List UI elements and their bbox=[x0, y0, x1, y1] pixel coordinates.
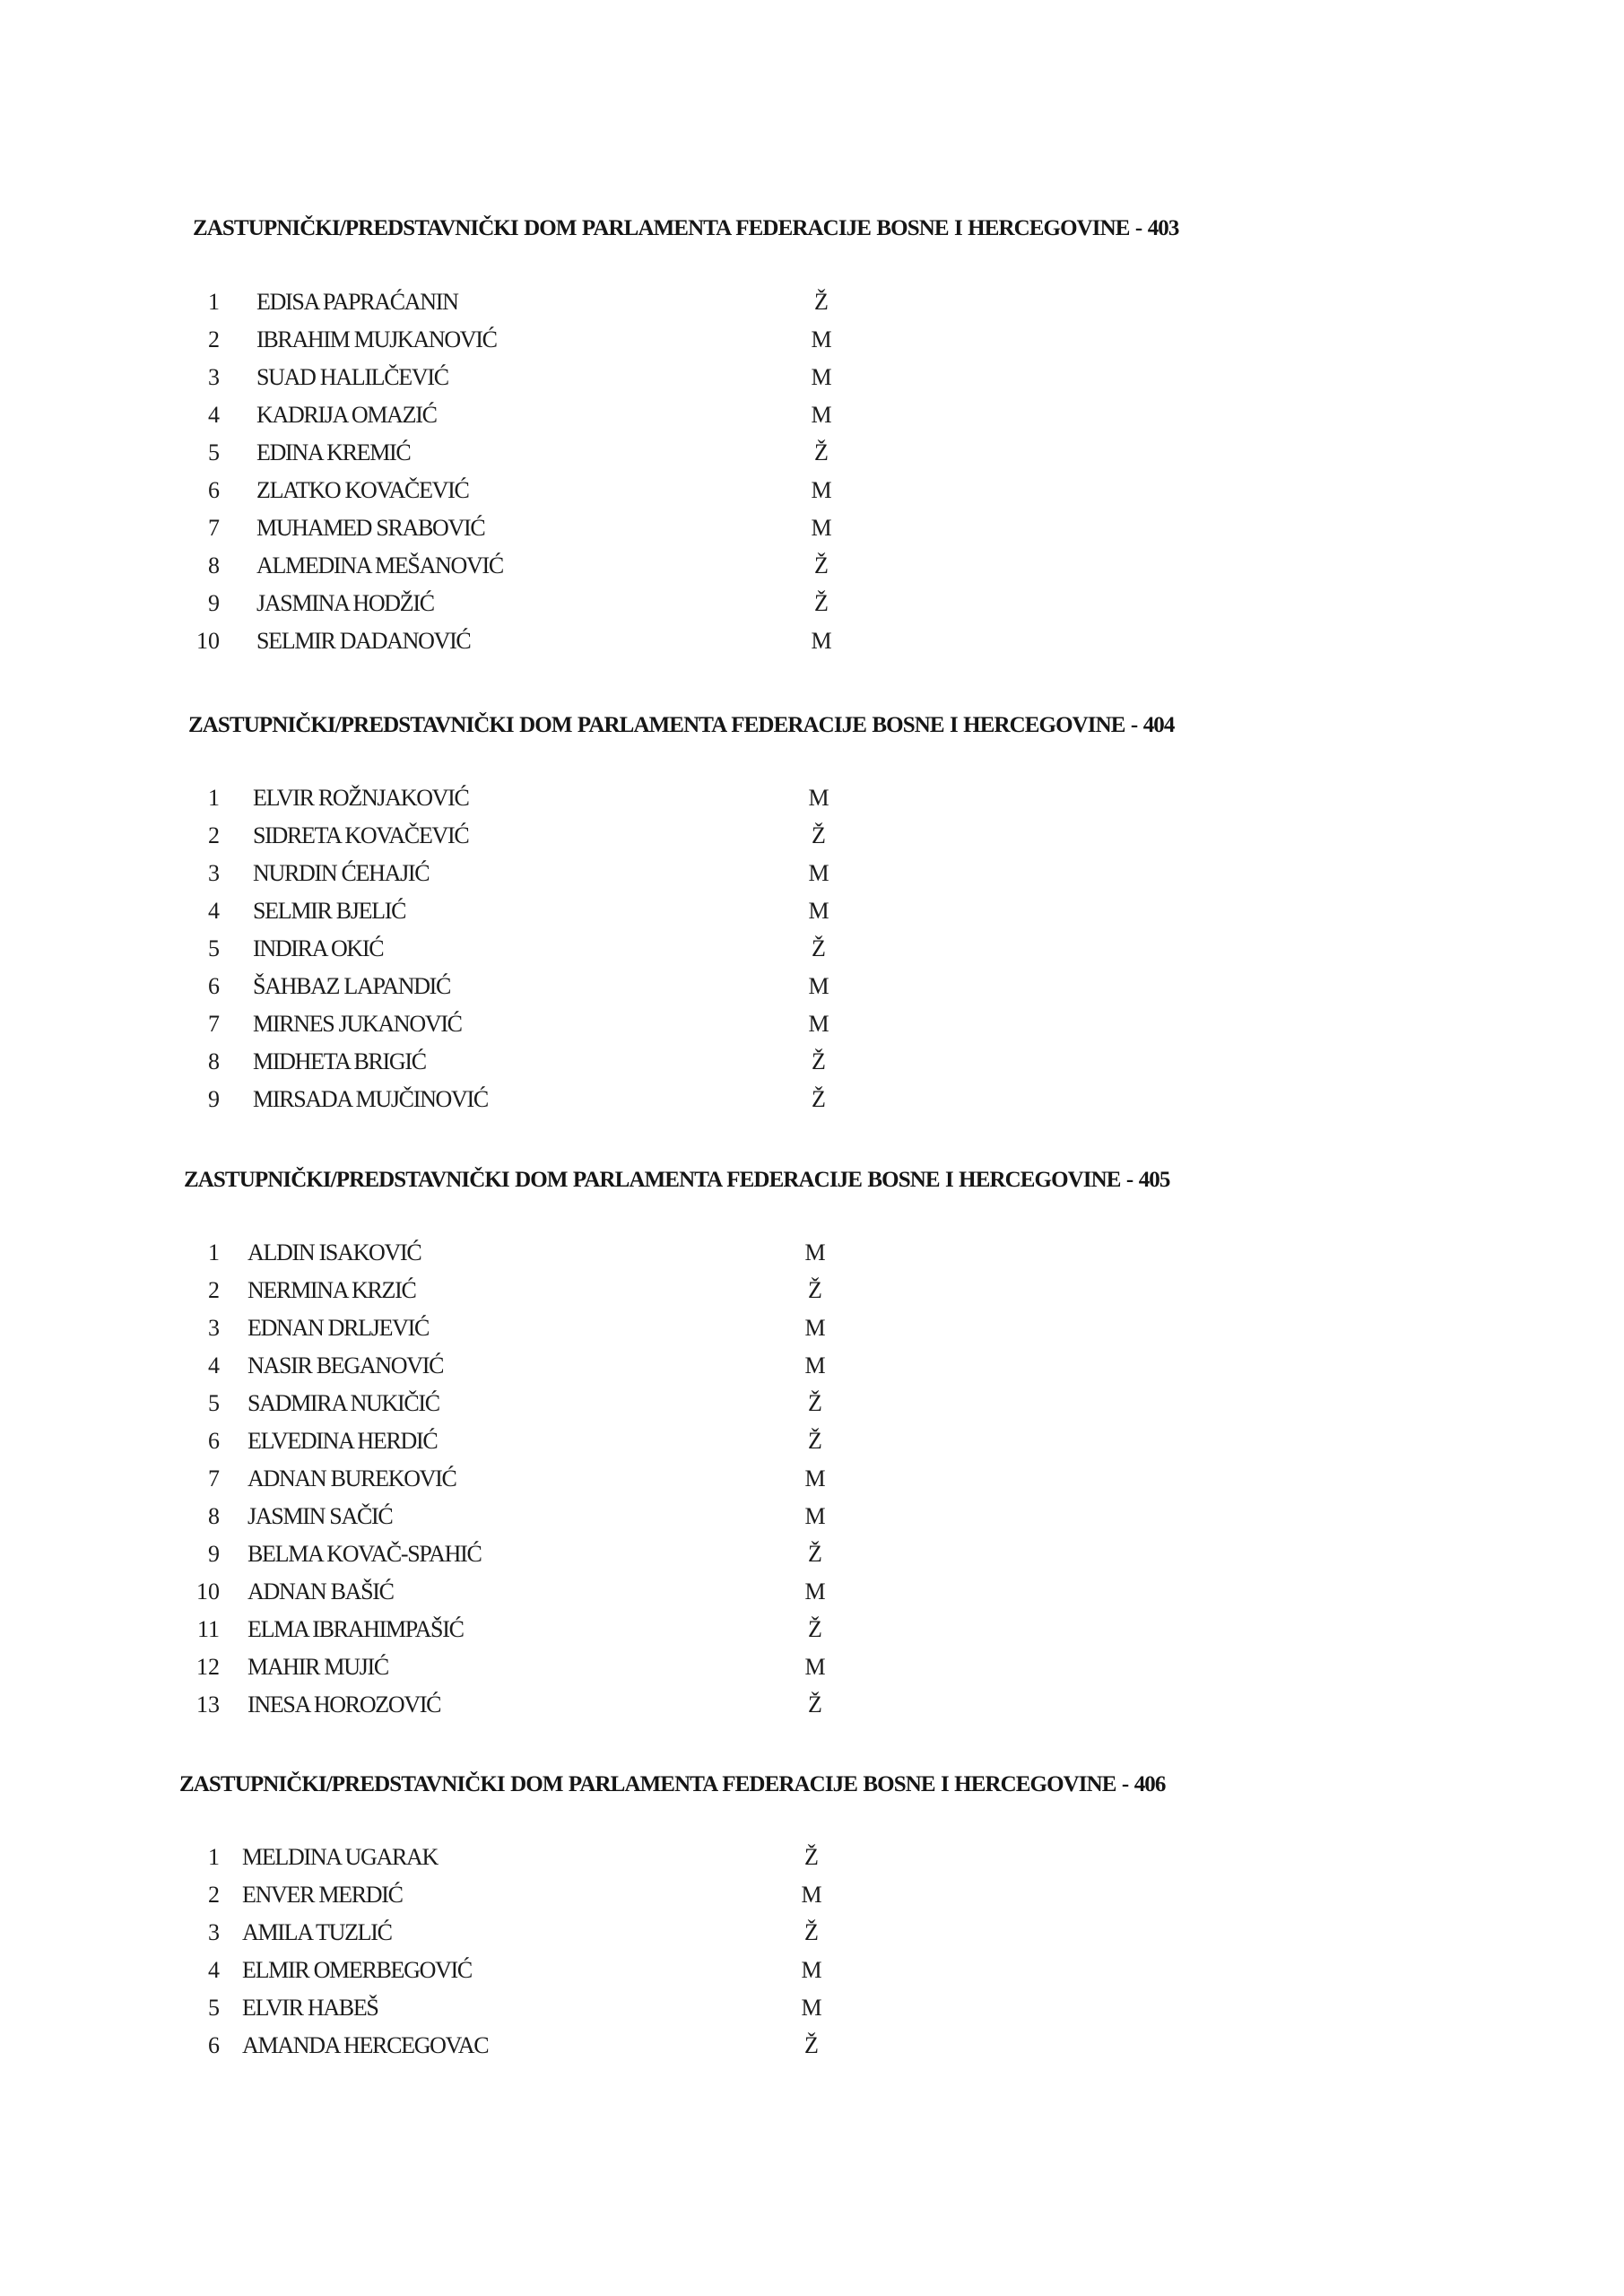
gender-mark: M bbox=[808, 973, 829, 999]
member-name: EDINA KREMIĆ bbox=[256, 439, 411, 465]
section-heading: ZASTUPNIČKI/PREDSTAVNIČKI DOM PARLAMENTA FEDERACIJE BOSNE I HERCEGOVINE - 403 bbox=[193, 216, 1179, 240]
gender-mark: M bbox=[804, 1239, 826, 1265]
gender-mark: Ž bbox=[808, 1692, 822, 1718]
row-number: 6 bbox=[208, 2032, 220, 2058]
member-name: ALDIN ISAKOVIĆ bbox=[248, 1239, 421, 1265]
member-name: MAHIR MUJIĆ bbox=[248, 1654, 388, 1680]
row-number: 2 bbox=[208, 1277, 220, 1303]
row-number: 5 bbox=[208, 1390, 220, 1416]
member-name: ENVER MERDIĆ bbox=[242, 1882, 403, 1908]
row-number: 3 bbox=[208, 1919, 220, 1945]
row-number: 5 bbox=[208, 935, 220, 961]
member-name: NERMINA KRZIĆ bbox=[248, 1277, 416, 1303]
gender-mark: Ž bbox=[808, 1277, 822, 1303]
row-number: 4 bbox=[208, 1352, 220, 1378]
row-number: 4 bbox=[208, 402, 220, 428]
member-name: ELMIR OMERBEGOVIĆ bbox=[242, 1957, 472, 1983]
member-name: MIDHETA BRIGIĆ bbox=[253, 1048, 426, 1074]
member-name: ELVIR ROŽNJAKOVIĆ bbox=[253, 785, 469, 811]
gender-mark: Ž bbox=[808, 1541, 822, 1567]
gender-mark: Ž bbox=[804, 1919, 819, 1945]
gender-mark: Ž bbox=[814, 552, 829, 578]
member-name: AMILA TUZLIĆ bbox=[242, 1919, 392, 1945]
gender-mark: M bbox=[808, 1011, 829, 1037]
member-name: NURDIN ĆEHAJIĆ bbox=[253, 860, 430, 886]
row-number: 9 bbox=[208, 1541, 220, 1567]
row-number: 6 bbox=[208, 1428, 220, 1454]
row-number: 9 bbox=[208, 1086, 220, 1112]
gender-mark: Ž bbox=[812, 1048, 826, 1074]
member-name: SADMIRA NUKIČIĆ bbox=[248, 1390, 439, 1416]
row-number: 1 bbox=[208, 785, 220, 811]
member-name: MUHAMED SRABOVIĆ bbox=[256, 515, 485, 541]
row-number: 12 bbox=[196, 1654, 220, 1680]
gender-mark: M bbox=[804, 1578, 826, 1605]
row-number: 5 bbox=[208, 439, 220, 465]
row-number: 9 bbox=[208, 590, 220, 616]
section-heading: ZASTUPNIČKI/PREDSTAVNIČKI DOM PARLAMENTA FEDERACIJE BOSNE I HERCEGOVINE - 406 bbox=[179, 1772, 1166, 1796]
row-number: 7 bbox=[208, 1465, 220, 1492]
row-number: 2 bbox=[208, 822, 220, 848]
row-number: 7 bbox=[208, 515, 220, 541]
member-name: BELMA KOVAČ-SPAHIĆ bbox=[248, 1541, 482, 1567]
row-number: 13 bbox=[196, 1692, 220, 1718]
member-name: INESA HOROZOVIĆ bbox=[248, 1692, 441, 1718]
row-number: 10 bbox=[196, 1578, 220, 1605]
gender-mark: M bbox=[811, 326, 832, 352]
member-name: SELMIR DADANOVIĆ bbox=[256, 628, 471, 654]
row-number: 4 bbox=[208, 1957, 220, 1983]
gender-mark: Ž bbox=[804, 2032, 819, 2058]
row-number: 1 bbox=[208, 1239, 220, 1265]
gender-mark: M bbox=[804, 1315, 826, 1341]
member-name: ŠAHBAZ LAPANDIĆ bbox=[253, 973, 451, 999]
gender-mark: M bbox=[811, 515, 832, 541]
row-number: 3 bbox=[208, 364, 220, 390]
gender-mark: Ž bbox=[808, 1616, 822, 1642]
gender-mark: Ž bbox=[814, 439, 829, 465]
row-number: 5 bbox=[208, 1995, 220, 2021]
member-name: KADRIJA OMAZIĆ bbox=[256, 402, 437, 428]
member-name: EDISA PAPRAĆANIN bbox=[256, 289, 458, 315]
member-name: SIDRETA KOVAČEVIĆ bbox=[253, 822, 469, 848]
gender-mark: M bbox=[811, 364, 832, 390]
member-name: MIRSADA MUJČINOVIĆ bbox=[253, 1086, 488, 1112]
row-number: 1 bbox=[208, 1844, 220, 1870]
gender-mark: M bbox=[801, 1882, 822, 1908]
row-number: 6 bbox=[208, 477, 220, 503]
member-name: SUAD HALILČEVIĆ bbox=[256, 364, 448, 390]
member-name: AMANDA HERCEGOVAC bbox=[242, 2032, 489, 2058]
gender-mark: Ž bbox=[804, 1844, 819, 1870]
section-heading: ZASTUPNIČKI/PREDSTAVNIČKI DOM PARLAMENTA FEDERACIJE BOSNE I HERCEGOVINE - 405 bbox=[184, 1168, 1170, 1192]
member-name: ELMA IBRAHIMPAŠIĆ bbox=[248, 1616, 464, 1642]
gender-mark: M bbox=[804, 1465, 826, 1492]
row-number: 1 bbox=[208, 289, 220, 315]
gender-mark: Ž bbox=[814, 590, 829, 616]
gender-mark: M bbox=[804, 1503, 826, 1529]
member-name: ELVEDINA HERDIĆ bbox=[248, 1428, 438, 1454]
gender-mark: M bbox=[808, 860, 829, 886]
member-name: ELVIR HABEŠ bbox=[242, 1995, 378, 2021]
gender-mark: Ž bbox=[808, 1428, 822, 1454]
gender-mark: Ž bbox=[812, 822, 826, 848]
row-number: 4 bbox=[208, 898, 220, 924]
gender-mark: M bbox=[801, 1957, 822, 1983]
member-name: EDNAN DRLJEVIĆ bbox=[248, 1315, 430, 1341]
row-number: 6 bbox=[208, 973, 220, 999]
member-name: JASMIN SAČIĆ bbox=[248, 1503, 393, 1529]
member-name: INDIRA OKIĆ bbox=[253, 935, 384, 961]
row-number: 11 bbox=[196, 1616, 220, 1642]
row-number: 8 bbox=[208, 1048, 220, 1074]
gender-mark: M bbox=[804, 1654, 826, 1680]
gender-mark: Ž bbox=[808, 1390, 822, 1416]
gender-mark: M bbox=[811, 402, 832, 428]
gender-mark: Ž bbox=[814, 289, 829, 315]
gender-mark: M bbox=[811, 477, 832, 503]
gender-mark: Ž bbox=[812, 935, 826, 961]
member-name: ADNAN BUREKOVIĆ bbox=[248, 1465, 456, 1492]
member-name: ALMEDINA MEŠANOVIĆ bbox=[256, 552, 503, 578]
row-number: 7 bbox=[208, 1011, 220, 1037]
row-number: 3 bbox=[208, 860, 220, 886]
member-name: SELMIR BJELIĆ bbox=[253, 898, 406, 924]
member-name: MELDINA UGARAK bbox=[242, 1844, 438, 1870]
row-number: 2 bbox=[208, 1882, 220, 1908]
row-number: 8 bbox=[208, 552, 220, 578]
section-heading: ZASTUPNIČKI/PREDSTAVNIČKI DOM PARLAMENTA FEDERACIJE BOSNE I HERCEGOVINE - 404 bbox=[188, 713, 1175, 737]
member-name: ZLATKO KOVAČEVIĆ bbox=[256, 477, 469, 503]
member-name: IBRAHIM MUJKANOVIĆ bbox=[256, 326, 497, 352]
member-name: JASMINA HODŽIĆ bbox=[256, 590, 434, 616]
gender-mark: M bbox=[811, 628, 832, 654]
gender-mark: M bbox=[808, 898, 829, 924]
row-number: 2 bbox=[208, 326, 220, 352]
member-name: NASIR BEGANOVIĆ bbox=[248, 1352, 444, 1378]
row-number: 8 bbox=[208, 1503, 220, 1529]
gender-mark: M bbox=[804, 1352, 826, 1378]
row-number: 3 bbox=[208, 1315, 220, 1341]
gender-mark: Ž bbox=[812, 1086, 826, 1112]
member-name: MIRNES JUKANOVIĆ bbox=[253, 1011, 462, 1037]
member-name: ADNAN BAŠIĆ bbox=[248, 1578, 394, 1605]
gender-mark: M bbox=[808, 785, 829, 811]
row-number: 10 bbox=[196, 628, 220, 654]
gender-mark: M bbox=[801, 1995, 822, 2021]
